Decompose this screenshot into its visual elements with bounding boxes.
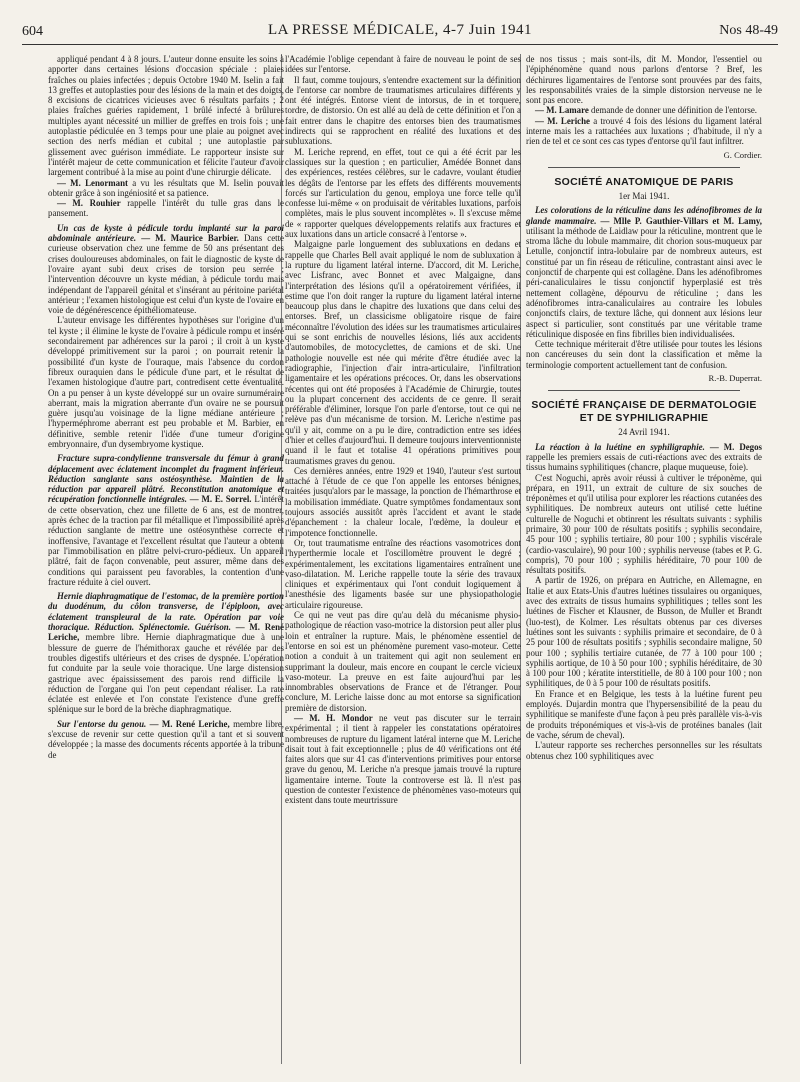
session-date: 1er Mai 1941. bbox=[618, 190, 670, 201]
society-heading: SOCIÉTÉ ANATOMIQUE DE PARIS bbox=[554, 175, 734, 188]
paragraph: L'auteur rapporte ses recherches personnelles sur les résultats obtenus chez 100 syphilitiques avec bbox=[526, 740, 762, 761]
article-author: — M. Degos bbox=[704, 441, 762, 452]
paragraph: appliqué pendant 4 à 8 jours. L'auteur donne ensuite les soins à apporter dans certaines lésions d'occasion spéciale : plaies fraîches ou plaies infectées ; depuis Octobre 1940 M. Iselin a fait 13 greffes et autoplasties pour des lésions de la main et des doigts, 8 excisions de cicatrices vicieuses avec 6 résultats parfaits ; 2 plaies fraîches guéries rapidement, 1 brûlé infecté à brûlures multiples ayant nécessité un millier de greffes en trois fois ; une autoplastie pédiculée en 3 temps pour une plaie au poignet avec section des nerfs médian et cubital ; une autoplastie par glissement avec guérison immédiate. Le rapporteur insiste sur l'intérêt majeur de cette communication et félicite l'auteur d'avoir largement contribué à la mise au point d'une chirurgie délicate. bbox=[48, 54, 284, 178]
article-title: Sur l'entorse du genou. bbox=[57, 718, 147, 729]
paragraph: Ces dernières années, entre 1929 et 1940, l'auteur s'est surtout attaché à l'étude de ce que l'on appelle les entorses bénignes, traitées jusqu'alors par le massage, la ponction de l'hémarthrose et la mobilisation immédiate. Quatre symptômes fondamentaux sont toujours associés aussitôt après l'accident et avant le stade d'épanchement : la chaleur locale, l'œdème, la douleur et l'impotence fonctionnelle. bbox=[285, 465, 521, 538]
article-author: — M. E. Sorrel. bbox=[186, 494, 252, 505]
page-header bbox=[22, 22, 778, 45]
paragraph: — M. Lenormant a vu les résultats que M. Iselin pouvait obtenir grâce à son ingéniosité et sa patience. bbox=[48, 177, 284, 198]
article-title: Un cas de kyste à pédicule tordu implanté sur la paroi abdominale antérieure. bbox=[48, 222, 284, 244]
paragraph: M. Leriche reprend, en effet, tout ce qui a été écrit par les classiques sur la question ; en particulier, Amédée Bonnet dans des expériences, restées célèbres, sur le cadavre, voulant étudier les dégâts de l'entorse par les effets des différents mouvements forcés sur l'articulation du genou, employa une force telle qu'il confesse lui-même « on produisait de véritables luxations, parfois complètes, mais le plus souvent incomplètes ». Il s'excuse même de « rapporter quelques développements relatifs aux fractures et aux luxations dans un article consacré à l'entorse ». bbox=[285, 146, 521, 240]
column-1 bbox=[48, 54, 284, 760]
article-title: Les colorations de la réticuline dans les adénofibromes de la glande mammaire. bbox=[526, 205, 762, 226]
paragraph: Malgaigne parle longuement des subluxations en dedans et rappelle que Charles Bell avait appliqué le nom de subluxation à la rupture du ligament latéral interne. D'accord, dit M. Leriche, avec Lisfranc, avec Bonnet et avec Malgaigne, dans l'interprétation des lésions qu'il a opératoirement vérifiées, il estime que l'on doit ranger la rupture du ligament latéral interne beaucoup plus dans le chapitre des luxations que dans celui des entorses. Bref, un classicisme obligatoire risque de faire méconnaître l'évolution des idées sur les traumatismes articulaires qui se sont enrichis de nouvelles lésions, liés aux accidents d'automobiles, de motocyclettes, de camions et de ski. Une pathologie nouvelle est née qui mérite d'être étudiée avec la radiographie, l'injection d'air intra-articulaire, l'infiltration ligamentaire et les opérations précoces. Or, dans les observations récentes qui ont été proposées à l'Académie de Chirurgie, toutes ou la plupart concernent des accidents de ce genre. Il serait préférable d'éliminer, lorsque l'on parle d'entorse, tout ce qui ne relève pas d'un mécanisme de torsion. M. Leriche n'estime pas qu'il y ait, comme on a pu le dire, contradiction entre ses idées d'hier et celles d'aujourd'hui. Il demeure toujours interventionniste quand il le faut et totalise 41 opérations primitives pour traumatismes graves du genou. bbox=[285, 239, 521, 466]
paragraph: Il faut, comme toujours, s'entendre exactement sur la définition de l'entorse car nombre de traumatismes articulaires différents y ont été intégrés. Entorse vient de intorsus, de in et torquere, tordre, de distorsio. On est allé au delà de cette définition et l'on a fait entrer dans le chapitre des entorses bien des traumatismes indirects qui se rapprochent en réalité des luxations et des subluxations. bbox=[285, 74, 521, 147]
session-date: 24 Avril 1941. bbox=[618, 427, 670, 438]
author-signature: R.-B. Duperrat. bbox=[708, 373, 762, 384]
paragraph: l'Académie l'oblige cependant à faire de nouveau le point de ses idées sur l'entorse. bbox=[285, 54, 521, 75]
article-title: Fracture supra-condylienne transversale du fémur à grand déplacement avec éclatement incomplet du fragment inférieur. Réduction sanglante sans ostéosynthèse. Maintien de la réduction par appareil plâtré. Reconstitution anatomique et récupération fonctionnelle intégrales. bbox=[48, 453, 284, 505]
paragraph: A partir de 1926, on prépara en Autriche, en Allemagne, en Italie et aux Etats-Unis d'autres luétines tissulaires ou organiques, avec des extraits de tissus humains syphilitiques ; telles sont les luétines de Fischer et Klausner, de Busson, de Muller et Brandt (luo-test), de Kolmer. Les résultats obtenus par ces diverses luétines sont les suivants : syphilis primaire et secondaire, de 0 à 25 pour 100 de résultats positifs ; syphilis secondaire maligne, 50 pour 100 ; syphilis tertiaire cutanée, de 77 à 100 pour 100 ; syphilis aortique, de 10 à 50 pour 100 ; syphilis héréditaire, de 30 à 100 pour 100 ; kératite interstitielle, de 80 à 100 pour 100 ; non syphilitiques, de 0 à 5 pour 100 de résultats positifs. bbox=[526, 575, 762, 689]
paragraph: de nos tissus ; mais sont-ils, dit M. Mondor, l'essentiel ou l'épiphénomène quand nous parlons d'entorse ? Bref, les déchirures ligamentaires de l'entorse sont prouvées par des faits, les responsabilités vraies de la simple distorsion nerveuse ne le sont pas encore. bbox=[526, 54, 762, 106]
article-entry: Fracture supra-condylienne transversale du fémur à grand déplacement avec éclatement incomplet du fragment inférieur. Réduction sanglante sans ostéosynthèse. Maintien de la réduction par appareil plâtré. Reconstitution anatomique et récupération fonctionnelle intégrales. — M. E. Sorrel. L'intérêt de cette observation, chez une fillette de 6 ans, est de montrer, après échec de la traction par fil métallique et l'impossibilité après réduction sanglante de mettre une ostéosynthèse correcte et inoffensive, l'avantage et l'excellent résultat que l'auteur a obtenu par l'immobilisation en plâtre pelvi-cruro-pédieux. Un appareil plâtré, fait de façon convenable, peut assurer, même dans des conditions qui paraissent peu favorables, la contention d'une fracture réduite à ciel ouvert. bbox=[48, 453, 285, 587]
society-heading: SOCIÉTÉ FRANÇAISE DE DERMATOLOGIE ET DE SYPHILIGRAPHIE bbox=[531, 399, 757, 425]
paragraph: — M. Lamare demande de donner une définition de l'entorse. bbox=[535, 105, 758, 116]
paragraph: Cette technique mériterait d'être utilisée pour toutes les lésions non cancéreuses du sein dont la classification et même la terminologie comportent actuellement tant de confusion. bbox=[526, 339, 762, 370]
paragraph: — M. H. Mondor ne veut pas discuter sur le terrain expérimental ; il tient à rappeler les constatations opératoires nombreuses de rupture du ligament latéral interne que M. Leriche disait tout à fait exceptionnelle ; plus de 40 vérifications ont été faites alors que sur 41 cas d'interventions primitives pour entorse grave du genou, M. Leriche n'a presque jamais trouvé la rupture ligamentaire interne. Toute la controverse est là. Il n'est pas question de contester l'existence de phénomènes vaso-moteurs qui existent dans toute meurtrissure bbox=[285, 713, 522, 806]
paragraph: En France et en Belgique, les tests à la luétine furent peu employés. Dujardin montra que l'hypersensibilité de la peau du syphilitique se manifeste d'une façon à peu près parallèle vis-à-vis de produits tréponémiques et vis-à-vis de protéines banales (lait de vache, sérum de cheval). bbox=[526, 688, 762, 740]
article-author: — M. René Leriche, bbox=[146, 718, 230, 729]
paragraph: Or, tout traumatisme entraîne des réactions vasomotrices dont l'hyperthermie locale et l'oscillomètre prouvent le degré ; expérimentalement, les excitations ligamentaires entraînent une vaso-dilatation. M. Leriche rappelle toute la série des travaux cliniques et expérimentaux qui l'ont conduit logiquement à l'anesthésie des ligaments basée sur une physiopathologie articulaire rigoureuse. bbox=[285, 537, 521, 610]
article-author: — M. Maurice Barbier. bbox=[136, 233, 239, 244]
paragraph: — M. Rouhier rappelle l'intérêt du tulle gras dans le pansement. bbox=[48, 198, 284, 219]
section-separator bbox=[548, 390, 740, 391]
paragraph: — M. Leriche a trouvé 4 fois des lésions du ligament latéral interne mais les a rattachées aux luxations ; d'habitude, il n'y a rien de tel et ce sont ces cas types d'entorse qu'il faut infiltrer. bbox=[526, 115, 762, 147]
paragraph: L'auteur envisage les différentes hypothèses sur l'origine d'un tel kyste ; il élimine le kyste de l'ovaire à pédicule rompu et inséré secondairement par adhérences sur la paroi ; il croit à un kyste développé primitivement sur la paroi ; on pourrait retenir la possibilité d'un kyste de l'ouraque, mais l'absence du cordon fibreux ouraquien dans le pédicule d'une part, et le résultat de l'examen histologique d'autre part, contredisent cette éventualité. On a pu penser à un kyste développé sur un ovaire surnuméraire aberrant, mais la migration aberrante d'un ovaire ne se poursuit guère jusqu'au voisinage de la ligne médiane antérieure ; l'hyperméphrome aberrant est peu probable et M. Barbier, en définitive, semble retenir l'idée d'une tumeur d'origine embryonnaire, d'un dysembryome kystique. bbox=[48, 315, 284, 449]
article-entry: La réaction à la luétine en syphiligraphie. — M. Degos rappelle les premiers essais de cuti-réactions avec des extraits de tissus humains syphilitiques (chancre, plaque muqueuse, foie). bbox=[526, 441, 762, 473]
article-entry: Hernie diaphragmatique de l'estomac, de la première portion du duodénum, du côlon transverse, de l'épiploon, avec éclatement transpleural de la rate. Opération par voie thoracique. Réduction. Splénectomie. Guérison. — M. René Leriche, membre libre. Hernie diaphragmatique due à une blessure de guerre de l'hémithorax gauche et révélée par des troubles digestifs ultérieurs et des crises de dyspnée. L'opération fut conduite par la seule voie thoracique. Une large distension gastrique avec épaississement des parois rend difficile la réduction de l'organe qui l'on peut cependant réaliser. La rate éclatée est enlevée et l'on constate l'existence d'une greffe splénique sur le bord de la brèche diaphragmatique. bbox=[48, 591, 284, 715]
article-entry: Les colorations de la réticuline dans les adénofibromes de la glande mammaire. — Mlle P. Gauthier-Villars et M. Lamy, utilisant la méthode de Laidlaw pour la réticuline, montrent que le stroma lâche du lobule mammaire, dit chorion sous-muqueux par Letulle, conjonctif intra-lobulaire par de nombreux auteurs, est constitué par un fin réseau de réticuline, contrastant ainsi avec le conjonctif de charpente qui est collagène. Dans les adénofibromes péri-canaliculaires le tissu conjonctif hyperplasié est très nettement collagène, dépourvu de réticuline ; dans les adénofibromes intra-canaliculaires au contraire les lobules conjonctifs clairs, de texture lâche, qui donnent aux lésions leur aspect si particulier, sont constitués par une véritable trame réticulinique disposée en fins fibrilles bien individualisées. bbox=[526, 205, 762, 339]
page-number: 604 bbox=[22, 24, 43, 39]
author-signature: G. Cordier. bbox=[723, 149, 762, 160]
paragraph: C'est Noguchi, après avoir réussi à cultiver le tréponème, qui prépara, en 1911, un extrait de culture de six souches de tréponèmes et qu'il utilisa pour explorer les réactions cutanées des syphilitiques. De nombreux auteurs ont utilisé cette luétine culturelle de Noguchi et obtinrent les résultats suivants : syphilis primaire, 30 pour 100 de résultats positifs ; syphilis secondaire, 45 pour 100 ; syphilis tertiaire, 80 pour 100 ; syphilis viscérale (cardio-vasculaire), 90 pour 100 ; syphilis nerveuse (tabes et P. G. compris), 70 pour 100 ; syphilis héréditaire, 70 pour 100 de résultats positifs. bbox=[526, 472, 762, 576]
section-separator bbox=[548, 167, 740, 168]
column-2 bbox=[285, 54, 521, 806]
article-entry: Sur l'entorse du genou. — M. René Leriche, membre libre, s'excuse de revenir sur cette question qu'il a tant et si souvent développée ; la masse des documents récents apportée à la tribune de bbox=[48, 718, 284, 760]
article-author: — Mlle P. Gauthier-Villars et M. Lamy, bbox=[596, 215, 762, 226]
article-author: — M. René Leriche, bbox=[48, 622, 284, 643]
issue-number: Nos 48-49 bbox=[719, 23, 778, 38]
column-3 bbox=[526, 54, 762, 761]
article-entry: Un cas de kyste à pédicule tordu implanté sur la paroi abdominale antérieure. — M. Maurice Barbier. Dans cette curieuse observation chez une femme de 50 ans présentant des crises douloureuses abdominales, on fait le diagnostic de kyste de l'ovaire ayant subi deux crises de torsion peu serrée ; l'intervention découvre un kyste médian, à pédicule tordu mais indépendant de l'appareil génital et s'insérant au péritoine pariétal antérieur ; l'examen histologique est celui d'un kyste de l'ovaire en voie de dégénérescence épithéliomateuse. bbox=[48, 222, 284, 316]
journal-title: LA PRESSE MÉDICALE, 4-7 Juin 1941 bbox=[267, 22, 532, 38]
article-title: La réaction à la luétine en syphiligraphie. bbox=[535, 441, 705, 452]
paragraph: Ce qui ne veut pas dire qu'au delà du mécanisme physio-pathologique de réaction vaso-motrice la distorsion peut aller plus loin et entraîner la rupture. Mais, le phénomène essentiel de l'entorse en soi est un phénomène purement vaso-moteur. Cette notion a conduit à un traitement qui agit non seulement en supprimant la douleur, mais encore en coupant le cercle vicieux vaso-moteur. La preuve en est faite aujourd'hui par les innombrables observations de France et de l'étranger. Pour conclure, M. Leriche laisse donc au mot entorse sa signification première de distorsion. bbox=[285, 610, 521, 713]
article-title: Hernie diaphragmatique de l'estomac, de la première portion du duodénum, du côlon transverse, de l'épiploon, avec éclatement transpleural de la rate. Opération par voie thoracique. Réduction. Splénectomie. Guérison. bbox=[48, 591, 284, 633]
